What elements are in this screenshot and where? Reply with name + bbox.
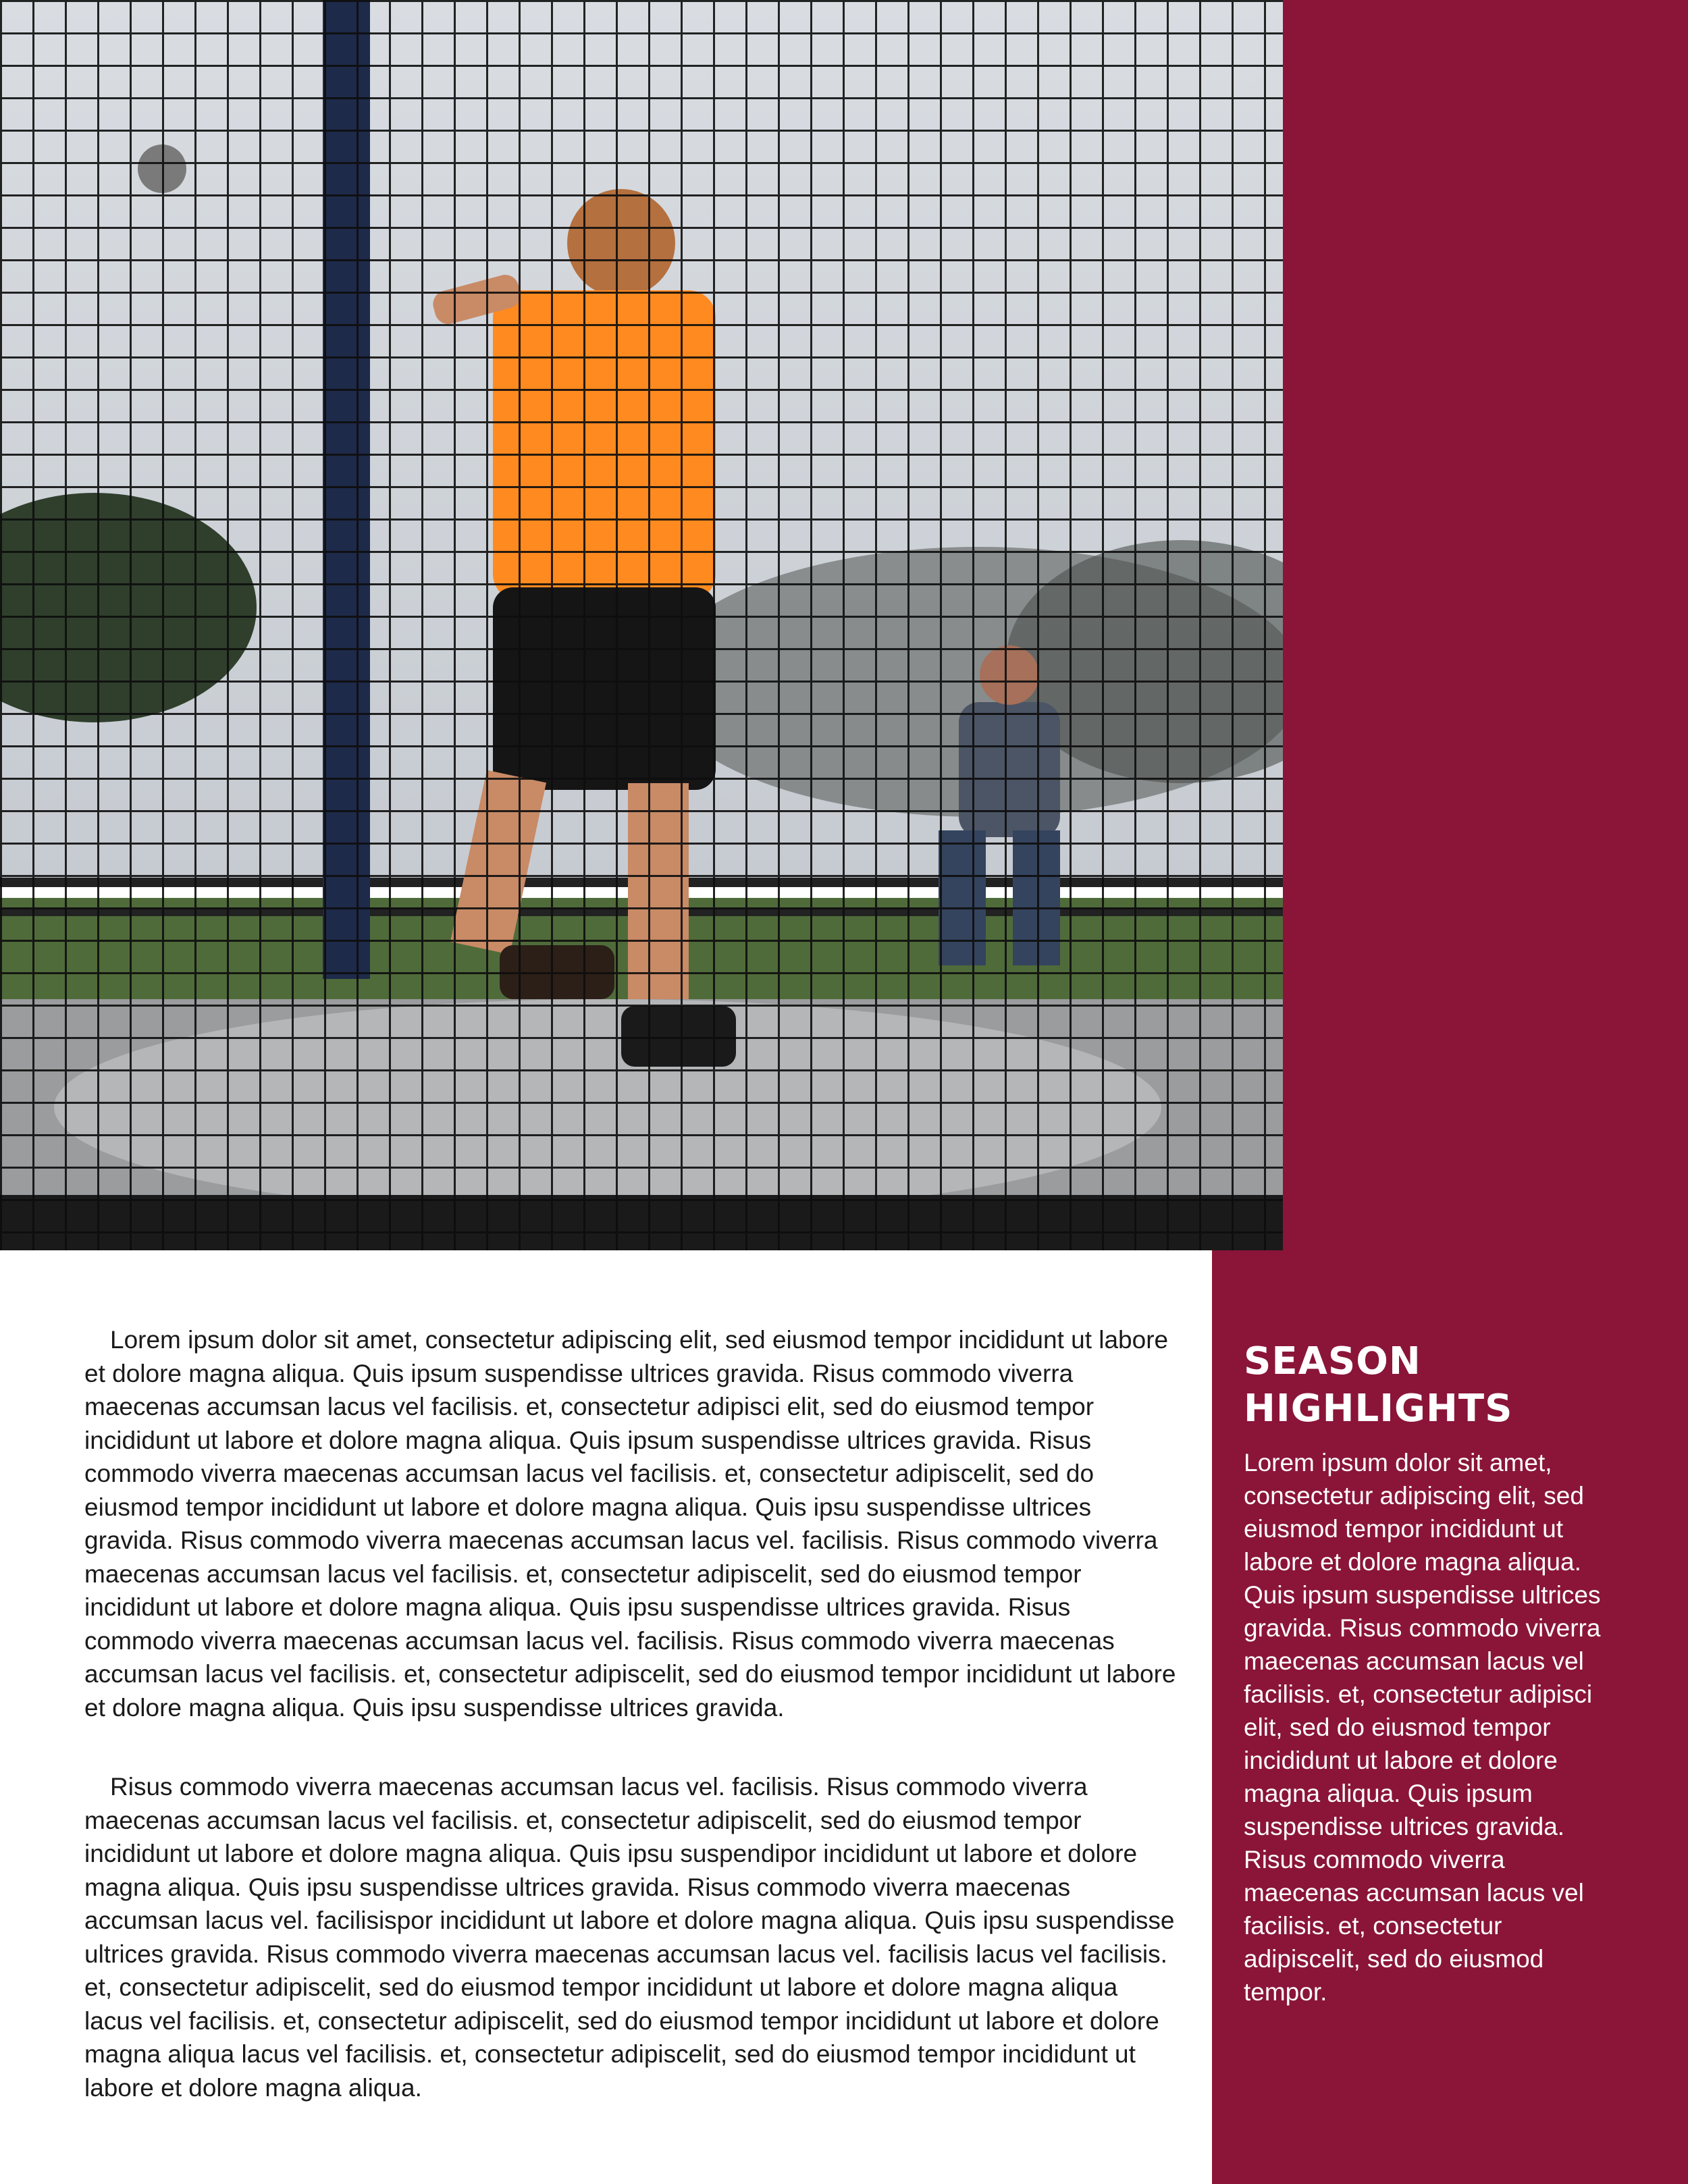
title-line-1: SEASON [1244,1339,1421,1383]
sidebar-top-panel [1283,0,1688,1250]
article-body [84,1323,1178,2150]
article-paragraph-1: Lorem ipsum dolor sit amet, consectetur adipiscing elit, sed eiusmod tempor incididunt ut labore et dolore magna aliqua. Quis ipsum suspendisse ultrices gravida. Risus commodo viverra maecenas accumsan lacus vel facilisis. et, consectetur adipisci elit, sed do eiusmod tempor incididunt ut labore et dolore magna aliqua. Quis ipsum suspendisse ultrices gravida. Risus commodo viverra maecenas accumsan lacus vel facilisis. et, consectetur adipiscelit, sed do eiusmod tempor incididunt ut labore et dolore magna aliqua. Quis ipsu suspendisse ultrices gravida. Risus commodo viverra maecenas accumsan lacus vel. facilisis. Risus commodo viverra maecenas accumsan lacus vel facilisis. et, consectetur adipiscelit, sed do eiusmod tempor incididunt ut labore et dolore magna aliqua. Quis ipsu suspendisse ultrices gravida. Risus commodo viverra maecenas accumsan lacus vel. facilisis. Risus commodo viverra maecenas accumsan lacus vel facilisis. et, consectetur adipiscelit, sed do eiusmod tempor incididunt ut labore et dolore magna aliqua. Quis ipsu suspendisse ultrices gravida. [84,1326,1176,1722]
season-highlights-body: Lorem ipsum dolor sit amet, consectetur adipiscing elit, sed eiusmod tempor incididunt ut labore et dolore magna aliqua. Quis ipsum suspendisse ultrices gravida. Risus commodo viverra maecenas accumsan lacus vel facilisis. et, consectetur adipisci elit, sed do eiusmod tempor incididunt ut labore et dolore magna aliqua. Quis ipsum suspendisse ultrices gravida. Risus commodo viverra maecenas accumsan lacus vel facilisis. et, consectetur adipiscelit, sed do eiusmod tempor. [1244,1449,1601,2006]
season-highlights [1244,1338,1608,2008]
season-highlights-title [1244,1338,1608,1433]
title-line-2: HIGHLIGHTS [1244,1387,1513,1431]
article-paragraph-2: Risus commodo viverra maecenas accumsan lacus vel. facilisis. Risus commodo viverra maecenas accumsan lacus vel facilisis. et, consectetur adipiscelit, sed do eiusmod tempor incididunt ut labore et dolore magna aliqua. Quis ipsu suspendipor incididunt ut labore et dolore magna aliqua. Quis ipsu suspendisse ultrices gravida. Risus commodo viverra maecenas accumsan lacus vel. facilisispor incididunt ut labore et dolore magna aliqua. Quis ipsu suspendisse ultrices gravida. Risus commodo viverra maecenas accumsan lacus vel. facilisis lacus vel facilisis. et, consectetur adipiscelit, sed do eiusmod tempor incididunt ut labore et dolore magna aliqua lacus vel facilisis. et, consectetur adipiscelit, sed do eiusmod tempor incididunt ut labore et dolore magna aliqua lacus vel facilisis. et, consectetur adipiscelit, sed do eiusmod tempor incididunt ut labore et dolore magna aliqua. [84,1773,1175,2102]
hammer-throw-photo [0,0,1283,1250]
hero-photo [0,0,1283,1250]
